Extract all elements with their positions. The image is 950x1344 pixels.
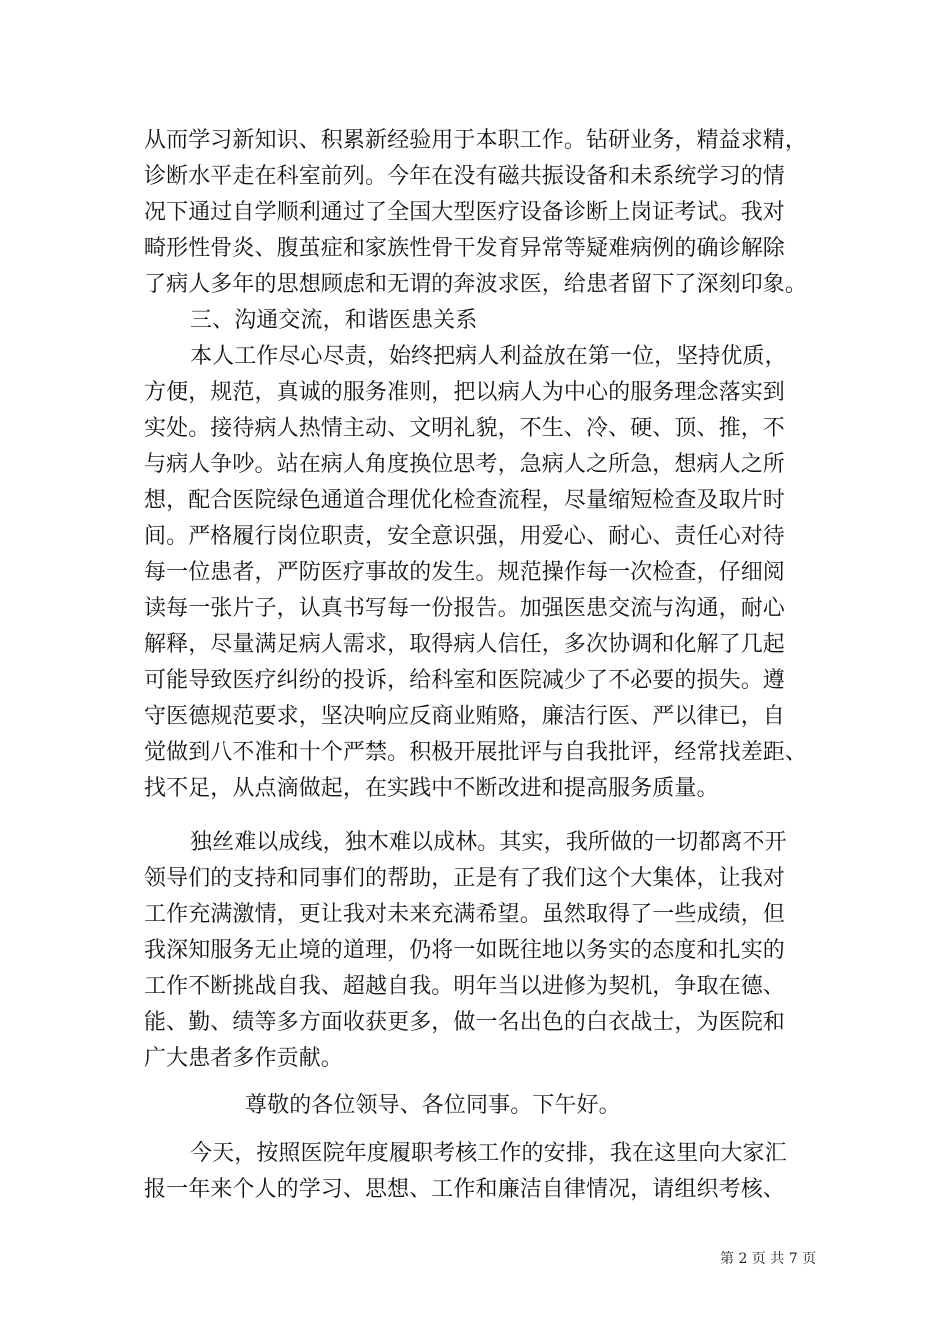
- text-line: 找不足，从点滴做起，在实践中不断改进和提高服务质量。: [144, 776, 719, 801]
- text-line: 实处。接待病人热情主动、文明礼貌，不生、冷、硬、顶、推，不: [144, 416, 785, 441]
- text-line: 每一位患者，严防医疗事故的发生。规范操作每一次检查，仔细阅: [144, 560, 785, 585]
- text-line: 想，配合医院绿色通道合理优化检查流程，尽量缩短检查及取片时: [144, 488, 785, 513]
- text-line: 诊断水平走在科室前列。今年在没有磁共振设备和未系统学习的情: [144, 164, 785, 189]
- text-line: 从而学习新知识、积累新经验用于本职工作。钻研业务，精益求精，: [144, 128, 808, 153]
- salutation-line: 尊敬的各位领导、各位同事。下午好。: [245, 1093, 621, 1118]
- text-line: 与病人争吵。站在病人角度换位思考，急病人之所急，想病人之所: [144, 452, 785, 477]
- text-line: 间。严格履行岗位职责，安全意识强，用爱心、耐心、责任心对待: [144, 524, 785, 549]
- text-line: 觉做到八不准和十个严禁。积极开展批评与自我批评，经常找差距、: [144, 740, 808, 765]
- text-line: 工作充满激情，更让我对未来充满希望。虽然取得了一些成绩，但: [144, 902, 785, 927]
- text-line: 本人工作尽心尽责，始终把病人利益放在第一位，坚持优质，: [190, 344, 787, 369]
- text-line: 况下通过自学顺利通过了全国大型医疗设备诊断上岗证考试。我对: [144, 200, 785, 225]
- page-number-footer: 第 2 页 共 7 页: [720, 1251, 817, 1267]
- text-line: 守医德规范要求，坚决响应反商业贿赂，廉洁行医、严以律已，自: [144, 704, 785, 729]
- text-line: 报一年来个人的学习、思想、工作和廉洁自律情况，请组织考核、: [144, 1177, 785, 1202]
- text-line: 今天，按照医院年度履职考核工作的安排，我在这里向大家汇: [190, 1141, 787, 1166]
- section-heading: 三、沟通交流，和谐医患关系: [190, 308, 478, 333]
- text-line: 畸形性骨炎、腹茧症和家族性骨干发育异常等疑难病例的确诊解除: [144, 236, 785, 261]
- text-line: 我深知服务无止境的道理，仍将一如既往地以务实的态度和扎实的: [144, 938, 785, 963]
- text-line: 能、勤、绩等多方面收获更多，做一名出色的白衣战士，为医院和: [144, 1010, 785, 1035]
- text-line: 方便，规范，真诚的服务准则，把以病人为中心的服务理念落实到: [144, 380, 785, 405]
- text-line: 了病人多年的思想顾虑和无谓的奔波求医，给患者留下了深刻印象。: [144, 272, 808, 297]
- text-line: 独丝难以成线，独木难以成林。其实，我所做的一切都离不开: [190, 830, 787, 855]
- text-line: 工作不断挑战自我、超越自我。明年当以进修为契机，争取在德、: [144, 974, 785, 999]
- text-line: 解释，尽量满足病人需求，取得病人信任，多次协调和化解了几起: [144, 632, 785, 657]
- text-line: 广大患者多作贡献。: [144, 1046, 343, 1071]
- text-line: 领导们的支持和同事们的帮助，正是有了我们这个大集体，让我对: [144, 866, 785, 891]
- text-line: 可能导致医疗纠纷的投诉，给科室和医院减少了不必要的损失。遵: [144, 668, 785, 693]
- text-line: 读每一张片子，认真书写每一份报告。加强医患交流与沟通，耐心: [144, 596, 785, 621]
